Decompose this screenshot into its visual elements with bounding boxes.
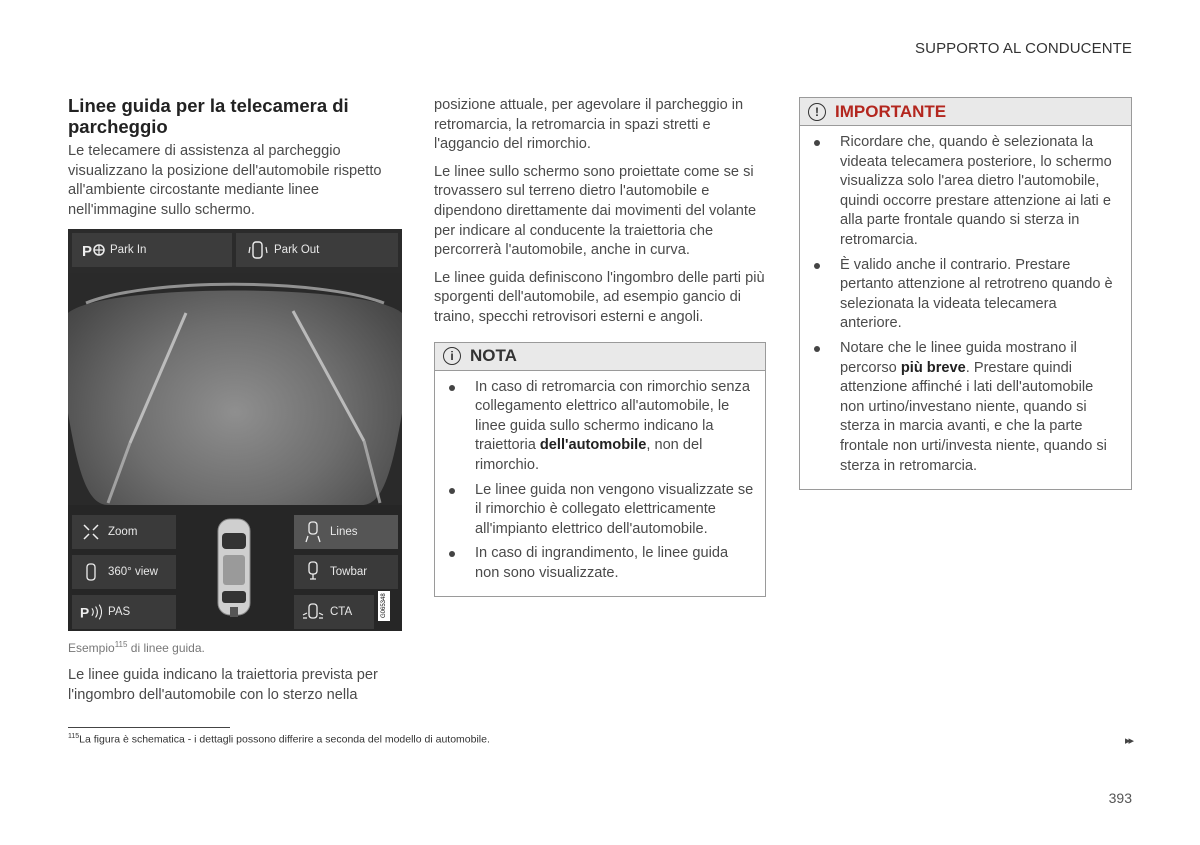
continue-arrows-icon[interactable]: ▸▸ xyxy=(1124,735,1132,747)
360-view-label: 360° view xyxy=(108,566,158,579)
zoom-icon xyxy=(80,523,102,541)
nota-header xyxy=(435,343,765,371)
importante-item-2: È valido anche il contrario. Prestare pertanto attenzione al retrotreno quando è selezionata la videata telecamera anteriore. xyxy=(840,256,1121,334)
park-in-label: Park In xyxy=(110,244,147,257)
cta-button[interactable] xyxy=(294,595,374,629)
importante-item-3: Notare che le linee guida mostrano il percorso più breve. Prestare quindi attenzione affinché i lati dell'automobile non urtino/investano niente, quando si sterza in marcia avanti, e che la parte frontale non urti/investa niente, quando si sterza in retromarcia. xyxy=(840,339,1121,476)
footnote-divider xyxy=(68,727,230,728)
park-out-icon xyxy=(246,239,270,261)
guide-lines-paragraph: Le linee guida indicano la traiettoria prevista per l'ingombro dell'automobile con lo sterzo nella xyxy=(68,667,378,703)
lines-label: Lines xyxy=(330,526,358,539)
nota-item-1: In caso di retromarcia con rimorchio senza collegamento elettrico all'automobile, le linee guida sullo schermo indicano la traiettoria dell'automobile, non del rimorchio. xyxy=(475,378,755,476)
park-in-button[interactable] xyxy=(72,233,232,267)
col2-paragraph-1: posizione attuale, per agevolare il parcheggio in retromarcia, la retromarcia in spazi stretti e l'aggancio del rimorchio. xyxy=(434,97,744,153)
lines-button[interactable] xyxy=(294,515,398,549)
towbar-label: Towbar xyxy=(330,566,368,579)
park-out-button[interactable] xyxy=(236,233,398,267)
nota-list xyxy=(435,371,765,597)
section-title: Linee guida per la telecamera di parcheggio xyxy=(68,95,349,137)
image-code: G065348 xyxy=(378,591,390,621)
towbar-button[interactable] xyxy=(294,555,398,589)
pas-label: PAS xyxy=(108,606,131,619)
importante-header xyxy=(800,98,1131,126)
svg-text:P: P xyxy=(80,605,90,621)
svg-text:P: P xyxy=(82,243,93,260)
screen-top-bar xyxy=(68,229,402,273)
guide-line-left xyxy=(130,313,186,443)
nota-title: NOTA xyxy=(470,346,517,366)
zoom-button[interactable] xyxy=(72,515,176,549)
nota-item-2: Le linee guida non vengono visualizzate se il rimorchio è collegato elettricamente all'impianto elettrico dell'automobile. xyxy=(475,481,755,540)
column-right xyxy=(799,97,1132,490)
column-middle xyxy=(434,96,766,597)
footnote-number: 115 xyxy=(68,733,80,740)
intro-paragraph: Le telecamere di assistenza al parcheggio visualizzano la posizione dell'automobile rispetto all'ambiente circostante mediante linee nell'immagine sullo schermo. xyxy=(68,143,382,218)
col2-paragraph-2: Le linee sullo schermo sono proiettate come se si trovassero sul terreno dietro l'automobile e dipendono direttamente dai movimenti del volante per indicare al conducente la traiettoria che percorrerà l'automobile, anche in curva. xyxy=(434,163,757,259)
car-top-view-icon xyxy=(210,515,258,626)
parking-camera-screen xyxy=(68,229,402,631)
figure-caption xyxy=(68,638,402,655)
park-out-label: Park Out xyxy=(274,244,320,257)
column-left xyxy=(68,95,402,706)
rear-camera-view xyxy=(68,273,402,505)
footnote xyxy=(68,733,490,746)
importante-item-1: Ricordare che, quando è selezionata la videata telecamera posteriore, lo schermo visualizza solo l'area dietro l'automobile, quindi occorre prestare attenzione ai lati e alla parte frontale quando si sterza in retromarcia. xyxy=(840,133,1121,251)
nota-item-3: In caso di ingrandimento, le linee guida non sono visualizzate. xyxy=(475,544,755,583)
pas-icon xyxy=(80,603,102,621)
towbar-icon xyxy=(302,561,324,583)
360-view-button[interactable] xyxy=(72,555,176,589)
cta-label: CTA xyxy=(330,606,353,619)
footnote-text: La figura è schematica - i dettagli possono differire a seconda del modello di automobile. xyxy=(79,733,490,746)
col2-paragraph-3: Le linee guida definiscono l'ingombro delle parti più sporgenti dell'automobile, ad esempio gancio di traino, specchi retrovisori esterni e angoli. xyxy=(434,269,765,325)
pas-button[interactable] xyxy=(72,595,176,629)
info-icon: i xyxy=(443,347,461,365)
zoom-label: Zoom xyxy=(108,526,138,539)
nota-box xyxy=(434,342,766,598)
lines-icon xyxy=(302,521,324,543)
park-in-icon xyxy=(82,241,106,259)
screen-control-panel xyxy=(68,505,402,631)
guide-line-right xyxy=(293,311,364,441)
importante-title: IMPORTANTE xyxy=(835,101,947,121)
caption-suffix: di linee guida. xyxy=(127,641,205,656)
exclamation-icon: ! xyxy=(808,103,826,121)
caption-prefix: Esempio xyxy=(68,641,115,656)
importante-list xyxy=(800,126,1131,489)
section-header: SUPPORTO AL CONDUCENTE xyxy=(915,40,1132,57)
caption-footnote-ref[interactable]: 115 xyxy=(114,640,128,650)
page-number: 393 xyxy=(1108,790,1132,806)
cta-icon xyxy=(302,602,324,622)
360-view-icon xyxy=(80,562,102,582)
importante-box xyxy=(799,97,1132,490)
